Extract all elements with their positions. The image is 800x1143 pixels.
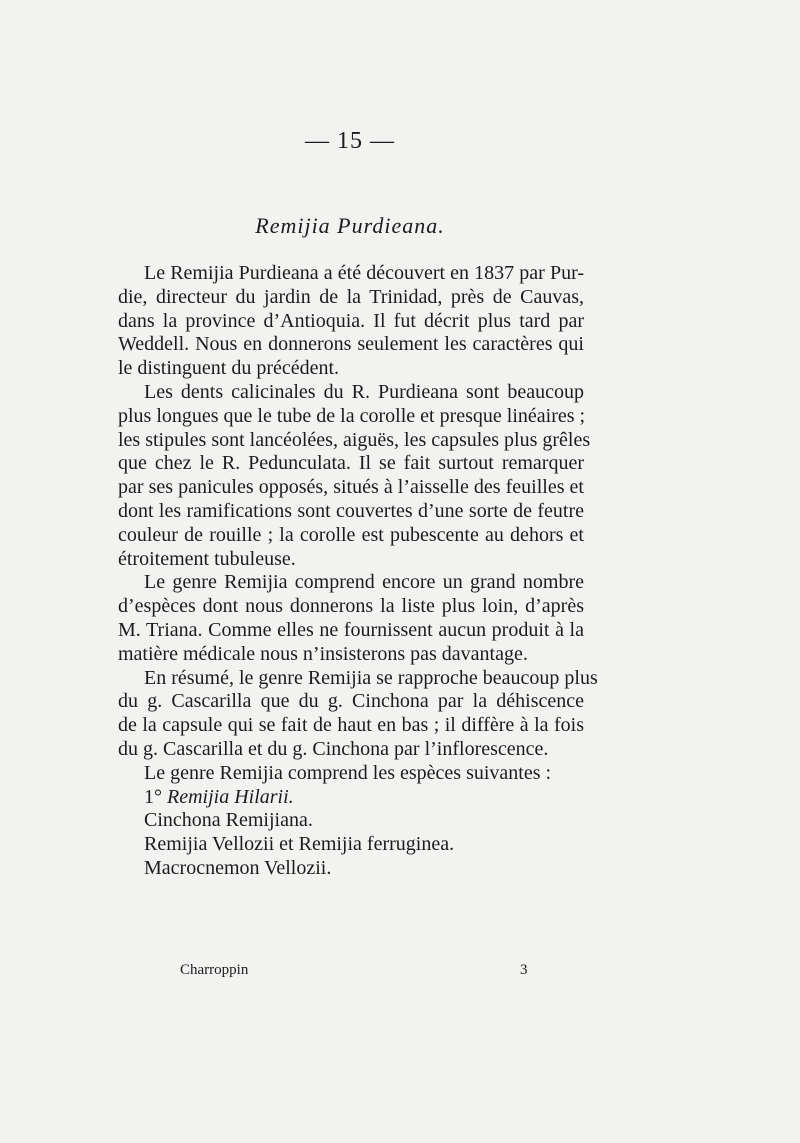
text-line: Le genre Remijia comprend encore un grand nombre xyxy=(144,571,584,594)
text-line: dont les ramifications sont couvertes d’une sorte de feutre xyxy=(118,499,584,522)
text-line: die, directeur du jardin de la Trinidad, près de Cauvas, xyxy=(118,285,584,308)
species-list-item xyxy=(118,786,584,810)
text-line: du g. Cascarilla que du g. Cinchona par la déhiscence xyxy=(118,690,584,713)
text-line: du g. Cascarilla et du g. Cinchona par l’inflorescence. xyxy=(118,737,549,760)
text-line: matière médicale nous n’insisterons pas davantage. xyxy=(118,642,528,665)
species-synonym: Cinchona Remijiana. xyxy=(144,809,313,832)
page-number: — 15 — xyxy=(305,128,395,154)
text-line: le distinguent du précédent. xyxy=(118,357,340,380)
text-line: Le Remijia Purdieana a été découvert en 1837 par Pur- xyxy=(144,262,584,284)
text-line: étroitement tubuleuse. xyxy=(118,547,296,570)
text-line: plus longues que le tube de la corolle et presque linéaires ; xyxy=(118,404,586,427)
text-line: de la capsule qui se fait de haut en bas ; il diffère à la fois xyxy=(118,714,584,737)
text-line: Le genre Remijia comprend les espèces suivantes : xyxy=(144,761,552,784)
species-number: 1° xyxy=(144,785,162,808)
text-line: par ses panicules opposés, situés à l’aisselle des feuilles et xyxy=(118,476,584,499)
species-synonym: Remijia Vellozii et Remijia ferruginea. xyxy=(144,833,455,856)
text-line: que chez le R. Pedunculata. Il se fait surtout remarquer xyxy=(118,452,584,475)
body-text xyxy=(118,262,598,881)
text-line: dans la province d’Antioquia. Il fut décrit plus tard par xyxy=(118,309,584,332)
species-synonym: Macrocnemon Vellozii. xyxy=(144,856,332,879)
text-line: M. Triana. Comme elles ne fournissent aucun produit à la xyxy=(118,618,584,641)
text-line: d’espèces dont nous donnerons la liste plus loin, d’après xyxy=(118,595,584,618)
page-footer xyxy=(0,962,800,984)
section-title: Remijia Purdieana. xyxy=(255,213,445,238)
text-line: Les dents calicinales du R. Purdieana sont beaucoup xyxy=(144,380,584,403)
printer-signature: Charroppin xyxy=(180,962,249,978)
sheet-number: 3 xyxy=(520,962,528,978)
text-line: En résumé, le genre Remijia se rapproche beaucoup plus xyxy=(144,666,598,689)
text-line: Weddell. Nous en donnerons seulement les caractères qui xyxy=(118,333,584,356)
species-name: Remijia Hilarii. xyxy=(167,785,294,808)
text-line: couleur de rouille ; la corolle est pubescente au dehors et xyxy=(118,523,584,546)
text-line: les stipules sont lancéolées, aiguës, les capsules plus grêles xyxy=(118,428,591,451)
